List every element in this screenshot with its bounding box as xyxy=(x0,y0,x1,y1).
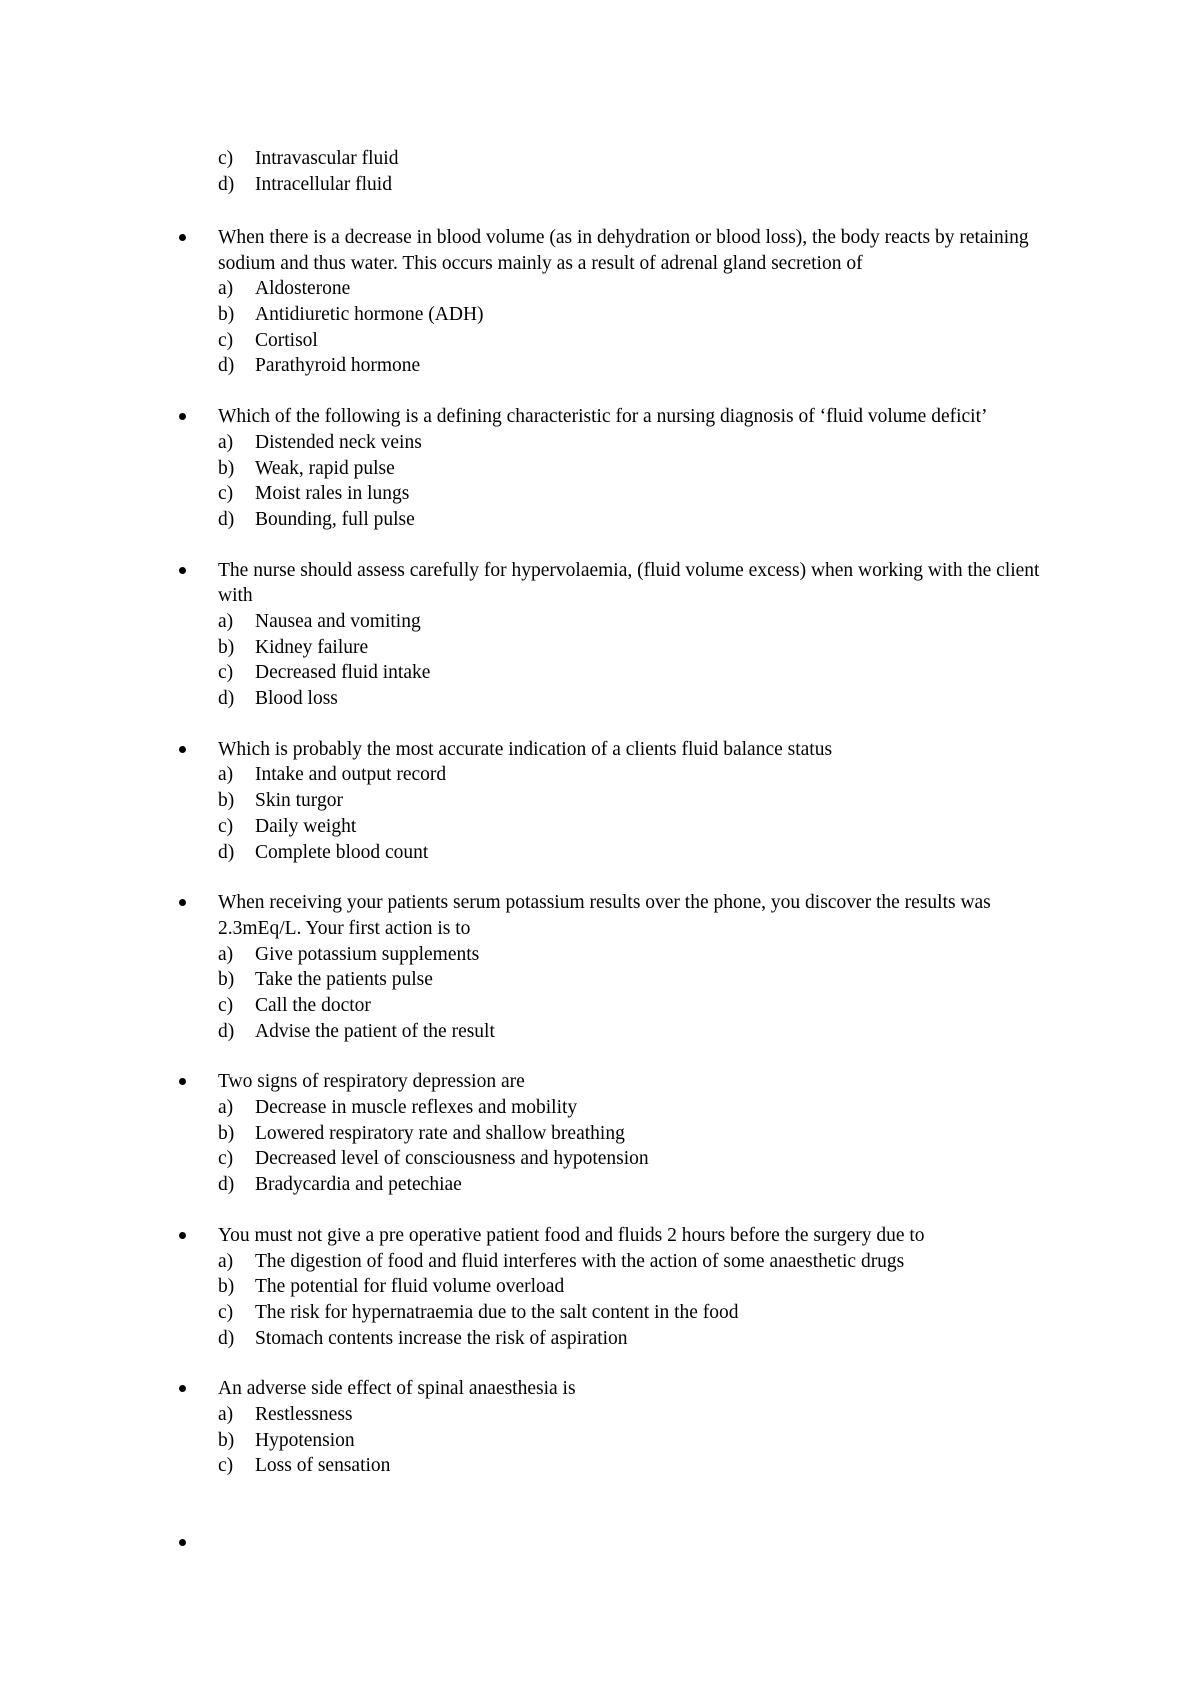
option-item xyxy=(218,1581,1200,1607)
option-text: Decreased fluid intake xyxy=(255,662,431,684)
option-letter: a) xyxy=(218,1250,234,1272)
option-letter: d) xyxy=(218,1327,235,1349)
option-letter: b) xyxy=(218,1429,235,1451)
option-text: Call the doctor xyxy=(255,995,371,1016)
option-item xyxy=(218,1146,1200,1172)
option-text: Nausea and vomiting xyxy=(255,611,421,633)
option-text: Restlessness xyxy=(255,1403,353,1425)
option-letter: b) xyxy=(218,1276,235,1298)
option-text: Cortisol xyxy=(255,329,318,351)
option-text: Lowered respiratory rate and shallow breathing xyxy=(255,1122,625,1144)
option-letter: a) xyxy=(218,278,234,300)
question-item xyxy=(0,404,1200,532)
option-item xyxy=(218,481,1200,507)
option-item xyxy=(218,1019,1200,1045)
option-letter: d) xyxy=(218,355,235,377)
option-letter: b) xyxy=(218,457,235,479)
option-letter: d) xyxy=(218,508,235,530)
option-text: Kidney failure xyxy=(255,636,369,658)
option-item xyxy=(218,1453,1200,1479)
option-letter: c) xyxy=(218,1455,234,1477)
option-text: Aldosterone xyxy=(255,278,351,300)
option-text: Skin turgor xyxy=(255,790,343,812)
bullet-icon xyxy=(179,1078,186,1085)
continued-options xyxy=(218,146,1078,197)
option-item xyxy=(218,328,1200,354)
option-text: Decrease in muscle reflexes and mobility xyxy=(255,1097,578,1119)
option-letter: b) xyxy=(218,1122,235,1144)
option-text: Bounding, full pulse xyxy=(255,508,415,530)
question-stem: The nurse should assess carefully for hypervolaemia, (fluid volume excess) when working with the client with xyxy=(218,559,1040,607)
option-text: Complete blood count xyxy=(255,841,429,863)
option-item xyxy=(218,507,1200,533)
option-letter: a) xyxy=(218,764,234,786)
option-item xyxy=(218,762,1200,788)
question-stem: When there is a decrease in blood volume (as in dehydration or blood loss), the body reacts by retaining sodium and thus water. This occurs mainly as a result of adrenal gland secretion of xyxy=(218,227,1029,274)
option-text: The potential for fluid volume overload xyxy=(255,1276,565,1298)
option-item xyxy=(218,146,1078,172)
option-item xyxy=(218,1121,1200,1147)
option-letter: d) xyxy=(218,1174,235,1196)
option-letter xyxy=(218,1581,255,1607)
option-item xyxy=(218,1249,1200,1275)
option-letter: c) xyxy=(218,995,234,1016)
option-text: Parathyroid hormone xyxy=(255,355,421,377)
question-item xyxy=(0,558,1200,712)
option-letter: d) xyxy=(218,1020,235,1042)
option-item xyxy=(218,1530,1200,1556)
option-item xyxy=(218,276,1200,302)
question-stem: Two signs of respiratory depression are xyxy=(218,1071,525,1093)
option-letter: c) xyxy=(218,1148,234,1170)
question-item xyxy=(0,225,1200,379)
bullet-icon xyxy=(179,899,186,906)
option-letter: a) xyxy=(218,431,234,453)
question-item xyxy=(0,1223,1200,1351)
option-item xyxy=(218,635,1200,661)
option-letter: b) xyxy=(218,304,235,326)
option-text: Antidiuretic hormone (ADH) xyxy=(255,304,484,326)
option-letter: b) xyxy=(218,969,235,991)
option-text: Weak, rapid pulse xyxy=(255,457,395,479)
option-letter: c) xyxy=(218,815,234,837)
question-stem: Which is probably the most accurate indication of a clients fluid balance status xyxy=(218,738,833,760)
option-item xyxy=(218,993,1200,1019)
option-item xyxy=(218,456,1200,482)
option-text: Stomach contents increase the risk of aspiration xyxy=(255,1327,628,1349)
question-stem: Which of the following is a defining characteristic for a nursing diagnosis of ‘fluid volume deficit’ xyxy=(218,406,988,428)
option-letter: c) xyxy=(218,329,234,351)
option-letter: b) xyxy=(218,790,235,812)
option-item xyxy=(218,1555,1200,1581)
option-letter: d) xyxy=(218,173,235,195)
option-item xyxy=(218,1479,1200,1505)
question-item xyxy=(0,737,1200,865)
bullet-icon xyxy=(179,1539,186,1546)
option-item xyxy=(218,942,1200,968)
option-letter xyxy=(218,1555,255,1581)
option-item xyxy=(218,172,1078,198)
option-letter: a) xyxy=(218,1403,234,1425)
option-letter: c) xyxy=(218,662,234,684)
option-text: Give potassium supplements xyxy=(255,943,480,965)
option-text: Intravascular fluid xyxy=(255,148,399,169)
option-text: Moist rales in lungs xyxy=(255,483,410,505)
option-item xyxy=(218,660,1200,686)
bullet-icon xyxy=(179,567,186,574)
option-text: Bradycardia and petechiae xyxy=(255,1174,462,1196)
option-text: Daily weight xyxy=(255,815,357,837)
option-text: Advise the patient of the result xyxy=(255,1020,495,1042)
bullet-icon xyxy=(179,746,186,753)
option-letter: d) xyxy=(218,841,235,863)
option-letter: b) xyxy=(218,636,235,658)
option-letter: c) xyxy=(218,1301,234,1323)
bullet-icon xyxy=(179,234,186,241)
option-item xyxy=(218,788,1200,814)
bullet-icon xyxy=(179,1385,186,1392)
option-text: Distended neck veins xyxy=(255,431,422,453)
question-item xyxy=(0,1376,1200,1504)
option-letter: a) xyxy=(218,1097,234,1119)
option-item xyxy=(218,353,1200,379)
option-item xyxy=(218,967,1200,993)
option-item xyxy=(218,609,1200,635)
option-item xyxy=(218,1326,1200,1352)
bullet-icon xyxy=(179,413,186,420)
option-letter xyxy=(218,1530,255,1556)
option-item xyxy=(218,1428,1200,1454)
option-text: Hypotension xyxy=(255,1429,355,1451)
option-text: Decreased level of consciousness and hypotension xyxy=(255,1148,649,1170)
option-text: Intake and output record xyxy=(255,764,447,786)
option-item xyxy=(218,840,1200,866)
option-letter xyxy=(218,1479,255,1505)
option-item xyxy=(218,1300,1200,1326)
option-text: Intracellular fluid xyxy=(255,173,392,195)
option-text: Blood loss xyxy=(255,688,338,710)
question-list xyxy=(0,225,1200,1632)
option-item xyxy=(218,302,1200,328)
question-stem: When receiving your patients serum potassium results over the phone, you discover the results was 2.3mEq/L. Your first action is to xyxy=(218,892,991,939)
option-text: The risk for hypernatraemia due to the salt content in the food xyxy=(255,1301,739,1323)
option-item xyxy=(218,1172,1200,1198)
question-stem: You must not give a pre operative patient food and fluids 2 hours before the surgery due to xyxy=(218,1224,925,1246)
option-letter: a) xyxy=(218,943,234,965)
option-item xyxy=(218,430,1200,456)
option-item xyxy=(218,1274,1200,1300)
option-text: Take the patients pulse xyxy=(255,969,433,991)
question-item xyxy=(0,1069,1200,1197)
option-item xyxy=(218,686,1200,712)
option-item xyxy=(218,1402,1200,1428)
option-item xyxy=(218,814,1200,840)
question-stem: An adverse side effect of spinal anaesthesia is xyxy=(218,1378,576,1400)
option-item xyxy=(218,1095,1200,1121)
option-letter: a) xyxy=(218,611,234,633)
option-letter: c) xyxy=(218,483,234,505)
question-item xyxy=(0,1530,1200,1607)
option-text: Loss of sensation xyxy=(255,1455,391,1477)
question-item xyxy=(0,890,1200,1044)
option-letter: c) xyxy=(218,148,234,169)
option-letter: d) xyxy=(218,688,235,710)
option-text: The digestion of food and fluid interferes with the action of some anaesthetic drugs xyxy=(255,1250,905,1272)
bullet-icon xyxy=(179,1232,186,1239)
